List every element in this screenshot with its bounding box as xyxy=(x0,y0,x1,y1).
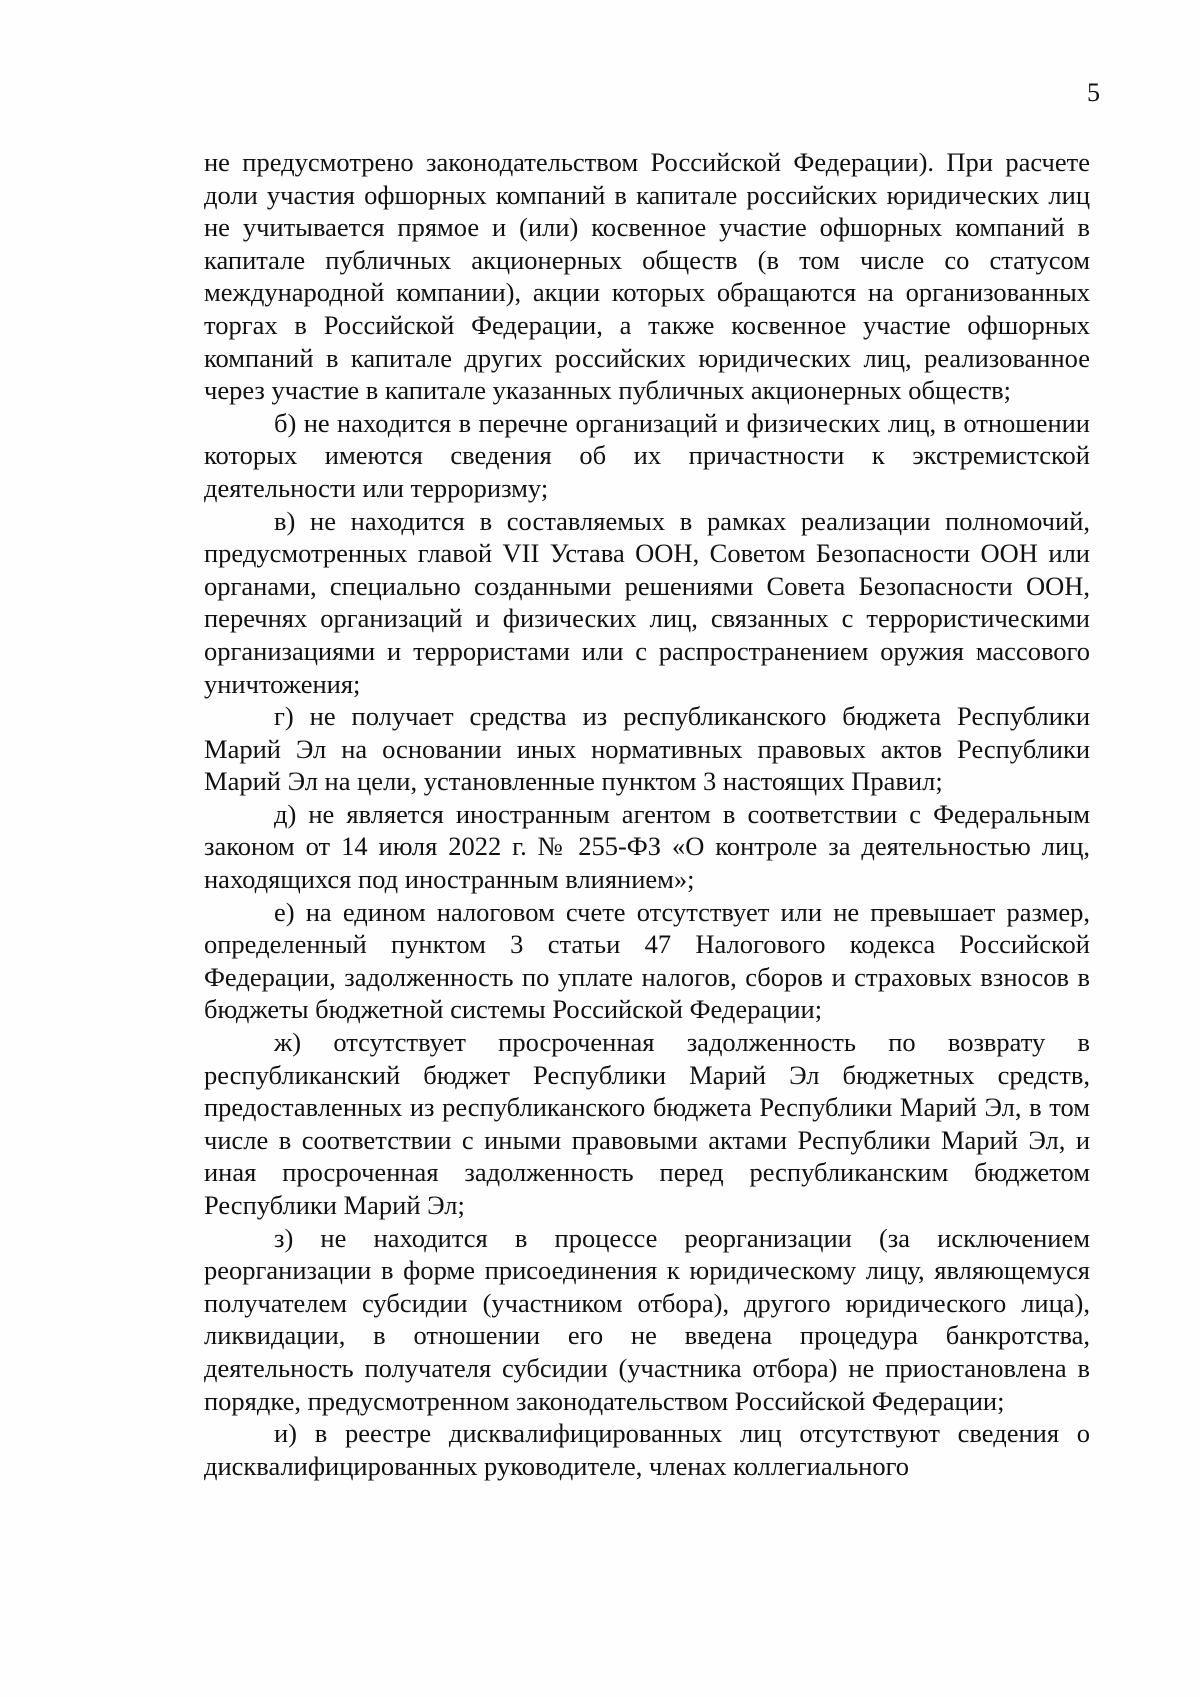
paragraph-item-d: д) не является иностранным агентом в соответствии с Федеральным законом от 14 июля 2022 г. № 255-ФЗ «О контроле за деятельностью лиц, находящихся под иностранным влиянием»; xyxy=(204,798,1090,895)
paragraph-item-b: б) не находится в перечне организаций и физических лиц, в отношении которых имеются сведения об их причастности к экстремистской деятельности или терроризму; xyxy=(204,407,1090,503)
document-body xyxy=(204,146,1090,1482)
paragraph-item-v: в) не находится в составляемых в рамках реализации полномочий, предусмотренных главой VII Устава ООН, Советом Безопасности ООН или органами, специально созданными решениями Совета Безопасности ООН, перечнях организаций и физических лиц, связанных с террористическими организациями и террористами или с распространением оружия массового уничтожения; xyxy=(204,505,1090,699)
paragraph-item-e: е) на едином налоговом счете отсутствует или не превышает размер, определенный пунктом 3 статьи 47 Налогового кодекса Российской Федерации, задолженность по уплате налогов, сборов и страховых взносов в бюджеты бюджетной системы Российской Федерации; xyxy=(204,896,1090,1025)
paragraph-item-zh: ж) отсутствует просроченная задолженность по возврату в республиканский бюджет Республики Марий Эл бюджетных средств, предоставленных из республиканского бюджета Республики Марий Эл, в том числе в соответствии с иными правовыми актами Республики Марий Эл, и иная просроченная задолженность перед республиканским бюджетом Республики Марий Эл; xyxy=(204,1027,1090,1220)
page-number: 5 xyxy=(1087,78,1100,107)
paragraph-item-g: г) не получает средства из республиканского бюджета Республики Марий Эл на основании иных нормативных правовых актов Республики Марий Эл на цели, установленные пунктом 3 настоящих Правил; xyxy=(204,701,1090,797)
paragraph-continuation: не предусмотрено законодательством Российской Федерации). При расчете доли участия офшорных компаний в капитале российских юридических лиц не учитывается прямое и (или) косвенное участие офшорных компаний в капитале публичных акционерных обществ (в том числе со статусом международной компании), акции которых обращаются на организованных торгах в Российской Федерации, а также косвенное участие офшорных компаний в капитале других российских юридических лиц, реализованное через участие в капитале указанных публичных акционерных обществ; xyxy=(204,147,1090,406)
paragraph-item-z: з) не находится в процессе реорганизации (за исключением реорганизации в форме присоединения к юридическому лицу, являющемуся получателем субсидии (участником отбора), другого юридического лица), ликвидации, в отношении его не введена процедура банкротства, деятельность получателя субсидии (участника отбора) не приостановлена в порядке, предусмотренном законодательством Российской Федерации; xyxy=(204,1222,1090,1416)
paragraph-item-i: и) в реестре дисквалифицированных лиц отсутствуют сведения о дисквалифицированных руководителе, членах коллегиального xyxy=(204,1418,1090,1481)
